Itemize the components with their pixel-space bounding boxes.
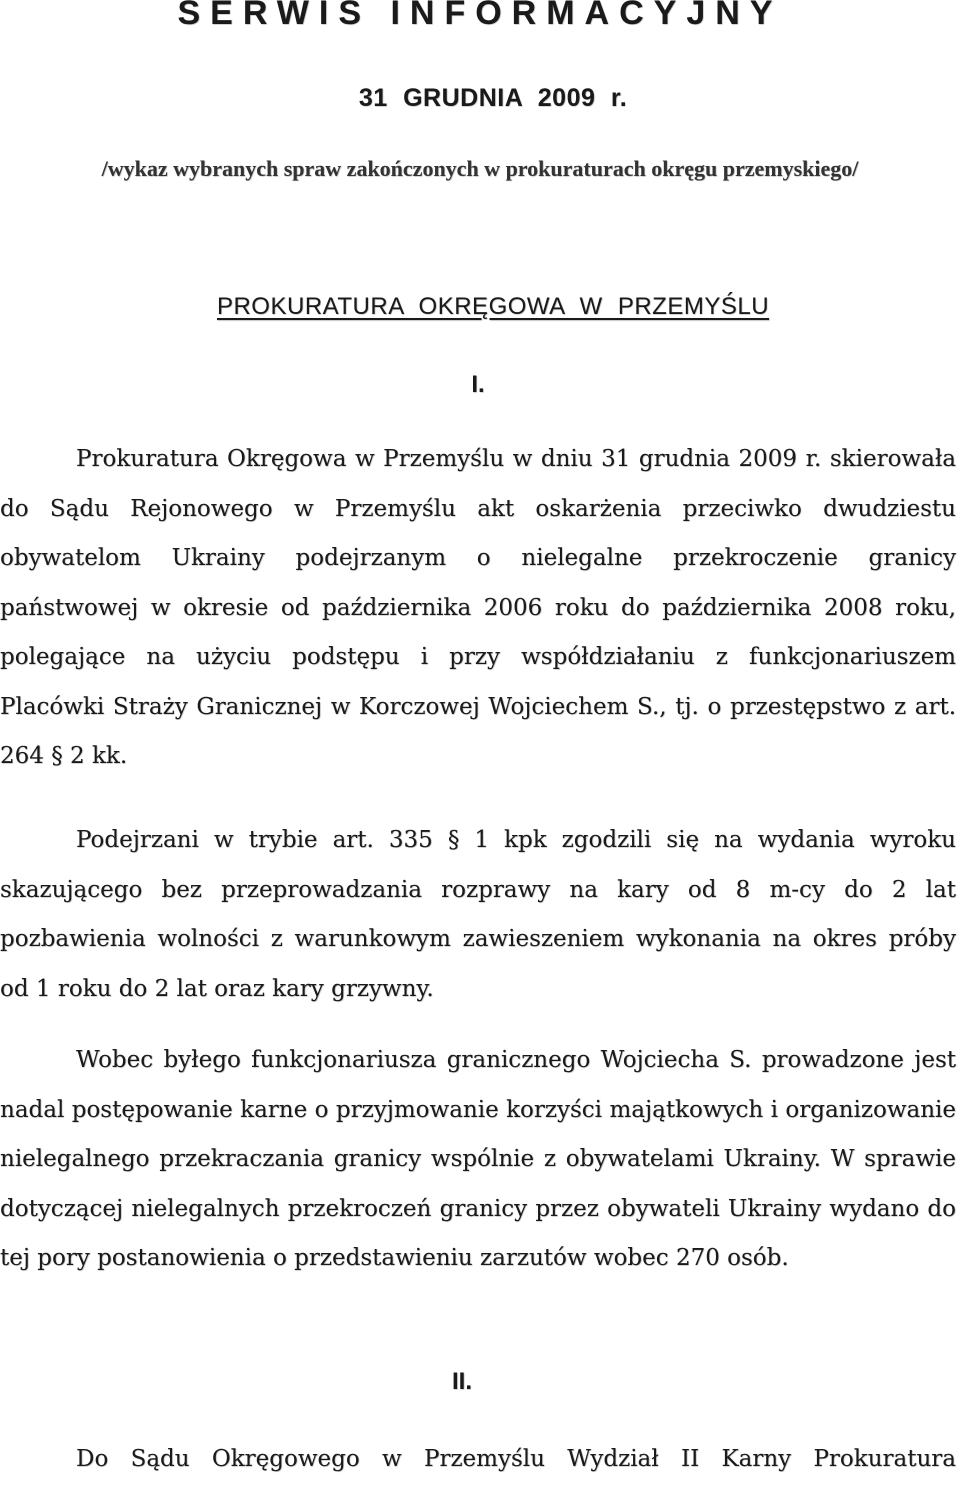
item-numeral-2: II. bbox=[451, 1368, 472, 1395]
paragraph-text: Podejrzani w trybie art. 335 § 1 kpk zgodzili się na wydania wyroku skazującego bez przeprowadzania rozprawy na kary od 8 m-cy do 2 lat pozbawienia wolności z warunkowym zawieszeniem wykonania na okres próby od 1 roku do 2 lat oraz kary grzywny. bbox=[0, 827, 956, 1002]
paragraph-1 bbox=[0, 435, 956, 782]
document-date: 31 GRUDNIA 2009 r. bbox=[358, 84, 628, 112]
paragraph-4 bbox=[0, 1435, 956, 1485]
paragraph-text: Wobec byłego funkcjonariusza granicznego Wojciecha S. prowadzone jest nadal postępowanie karne o przyjmowanie korzyści majątkowych i organizowanie nielegalnego przekraczania granicy wspólnie z obywatelami Ukrainy. W sprawie dotyczącej nielegalnych przekroczeń granicy przez obywateli Ukrainy wydano do tej pory postanowienia o przedstawieniu zarzutów wobec 270 osób. bbox=[0, 1047, 956, 1271]
section-heading: PROKURATURA OKRĘGOWA W PRZEMYŚLU bbox=[216, 293, 770, 320]
document-subtitle: /wykaz wybranych spraw zakończonych w prokuraturach okręgu przemyskiego/ bbox=[101, 156, 859, 181]
paragraph-3 bbox=[0, 1036, 956, 1284]
paragraph-text: Do Sądu Okręgowego w Przemyślu Wydział II Karny Prokuratura bbox=[76, 1446, 956, 1472]
item-numeral-1: I. bbox=[471, 371, 485, 398]
paragraph-text: Prokuratura Okręgowa w Przemyślu w dniu 31 grudnia 2009 r. skierowała do Sądu Rejonowego w Przemyślu akt oskarżenia przeciwko dwudziestu obywatelom Ukrainy podejrzanym o nielegalne przekroczenie granicy państwowej w okresie od października 2006 roku do października 2008 roku, polegające na użyciu podstępu i przy współdziałaniu z funkcjonariuszem Placówki Straży Granicznej w Korczowej Wojciechem S., tj. o przestępstwo z art. 264 § 2 kk. bbox=[0, 446, 956, 769]
paragraph-2 bbox=[0, 816, 956, 1014]
document-title: SERWIS INFORMACYJNY bbox=[177, 0, 783, 32]
